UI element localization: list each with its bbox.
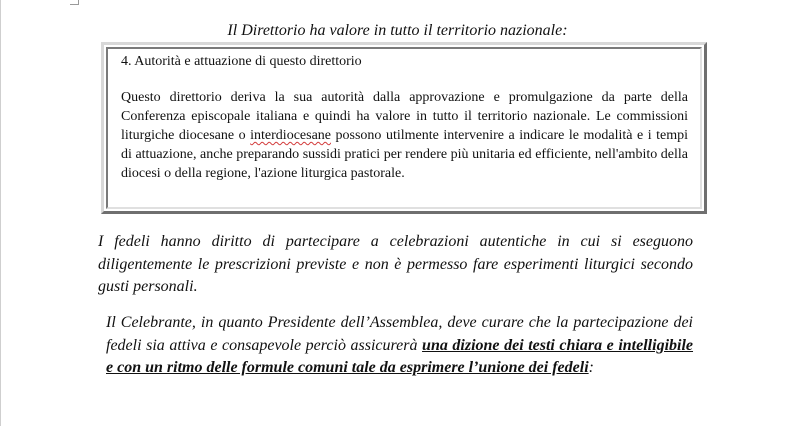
intro-line: Il Direttorio ha valore in tutto il territorio nazionale: — [227, 22, 568, 39]
paragraph-celebrante-tail: : — [588, 359, 594, 376]
paragraph-celebrante — [106, 312, 693, 380]
quote-heading: 4. Autorità e attuazione di questo direttorio — [121, 54, 362, 69]
emphasized-text: una dizione dei testi chiara e intelligibile e con un ritmo delle formule comuni tale da esprimere l’unione dei fedeli — [106, 336, 694, 376]
paragraph-celebrante-lead: Il Celebrante, in quanto Presidente dell’Assemblea, deve curare che la partecipazione dei fedeli sia attiva e consapevole perciò assicurerà — [106, 314, 693, 354]
quote-frame-inner — [106, 47, 702, 209]
paragraph-fedeli: I fedeli hanno diritto di partecipare a celebrazioni autentiche in cui si eseguono diligentemente le prescrizioni previste e non è permesso fare esperimenti liturgici secondo gusti personali. — [98, 233, 693, 295]
quote-body — [121, 88, 688, 183]
quote-body-end: possono utilmente intervenire a indicare le modalità e i tempi di attuazione, anche preparando sussidi pratici per rendere più unitaria ed efficiente, nell'ambito della diocesi o della regione, l'azione liturgica pastorale. — [121, 128, 689, 181]
quote-frame — [101, 42, 707, 214]
quote-body-start: Questo direttorio deriva la sua autorità dalla approvazione e promulgazione da parte della Conferenza episcopale italiana e quindi ha valore in tutto il territorio nazionale. Le commissioni liturgiche diocesane o — [121, 90, 688, 143]
misspelled-word[interactable]: interdiocesane — [250, 128, 332, 143]
page-left-edge — [0, 0, 1, 426]
text-boundary-corner-mark — [70, 0, 79, 5]
